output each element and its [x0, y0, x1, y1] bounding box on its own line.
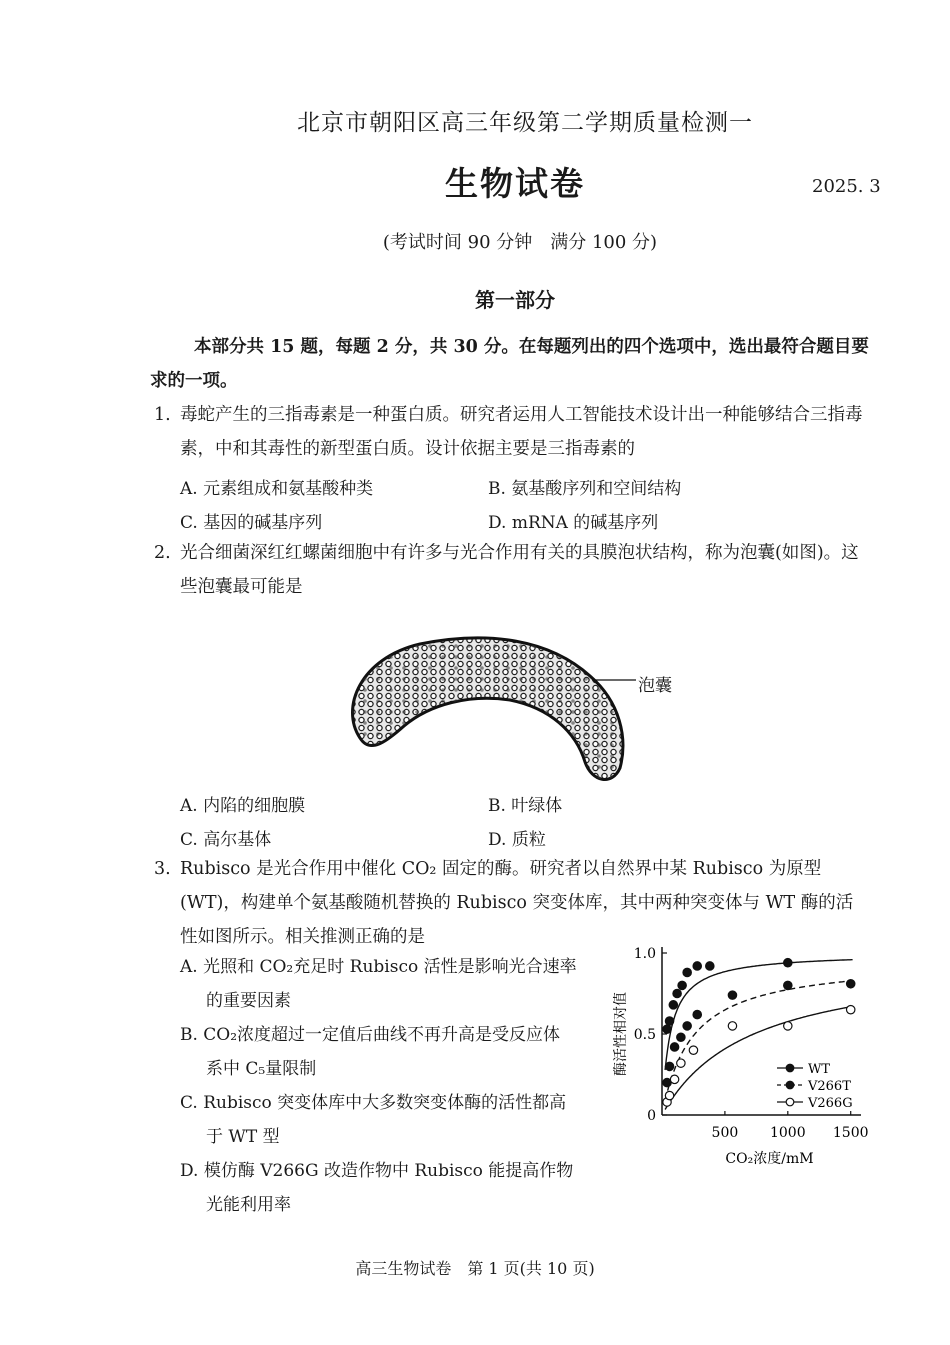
point-wt [683, 968, 691, 976]
y-axis-label: 酶活性相对值 [613, 992, 629, 1076]
legend-marker [786, 1081, 794, 1089]
chart-legend [777, 1062, 853, 1111]
x-tick-label: 500 [711, 1125, 739, 1141]
point-v266t [847, 980, 855, 988]
point-wt [663, 1025, 671, 1033]
enzyme-activity-chart [605, 935, 890, 1170]
option-line-cont: 于 WT 型 [206, 1127, 280, 1147]
legend-marker [786, 1098, 794, 1106]
point-wt [678, 981, 686, 989]
bacterium-figure [330, 628, 650, 788]
point-v266g [847, 1006, 855, 1014]
option-c [180, 1086, 600, 1154]
option-b: B. 氨基酸序列和空间结构 [488, 479, 682, 499]
option-a [180, 950, 600, 1018]
point-v266g [784, 1022, 792, 1030]
page-footer: 高三生物试卷 第 1 页(共 10 页) [355, 1259, 595, 1278]
point-v266t [670, 1043, 678, 1051]
point-v266g [677, 1059, 685, 1067]
point-v266g [728, 1022, 736, 1030]
question-text: Rubisco 是光合作用中催化 CO₂ 固定的酶。研究者以自然界中某 Rubisco 为原型(WT)，构建单个氨基酸随机替换的 Rubisco 突变体库，其中两种突变体与 WT 酶的活性如图所示。相关推测正确的是 [180, 859, 854, 947]
point-v266g [665, 1091, 673, 1099]
y-tick-label: 0 [647, 1108, 656, 1124]
option-line-cont: 的重要因素 [206, 991, 291, 1011]
option-b: B. 叶绿体 [488, 796, 563, 816]
vesicle-label: 泡囊 [638, 676, 672, 696]
exam-date: 2025. 3 [812, 176, 881, 197]
point-v266g [689, 1046, 697, 1054]
point-v266t [728, 991, 736, 999]
option-line: B. CO₂浓度超过一定值后曲线不再升高是受反应体 [180, 1025, 561, 1045]
legend-label: V266T [808, 1079, 851, 1094]
curve-v266g [665, 1006, 853, 1109]
point-wt [706, 962, 714, 970]
y-tick-label: 1.0 [633, 946, 656, 962]
option-b [180, 1018, 600, 1086]
exam-title: 北京市朝阳区高三年级第二学期质量检测一 [297, 110, 753, 136]
point-wt [784, 959, 792, 967]
x-tick-label: 1500 [832, 1125, 869, 1141]
option-line-cont: 光能利用率 [206, 1195, 291, 1215]
option-c: C. 基因的碱基序列 [180, 513, 323, 533]
question-number: 2. [154, 543, 171, 563]
option-line: D. 模仿酶 V266G 改造作物中 Rubisco 能提高作物 [180, 1161, 574, 1181]
option-a: A. 内陷的细胞膜 [180, 796, 306, 816]
option-d: D. 质粒 [488, 830, 546, 850]
legend-label: V266G [808, 1096, 853, 1111]
option-c: C. 高尔基体 [180, 830, 272, 850]
x-axis-label: CO₂浓度/mM [725, 1151, 814, 1167]
point-v266t [784, 981, 792, 989]
point-wt [665, 1017, 673, 1025]
x-tick-label: 1000 [769, 1125, 806, 1141]
question-text: 光合细菌深红红螺菌细胞中有许多与光合作用有关的具膜泡状结构，称为泡囊(如图)。这些泡囊最可能是 [180, 543, 859, 597]
y-tick-label: 0.5 [633, 1027, 656, 1043]
point-v266t [677, 1033, 685, 1041]
point-v266g [670, 1075, 678, 1083]
option-line: A. 光照和 CO₂充足时 Rubisco 活性是影响光合速率 [180, 957, 577, 977]
legend-label: WT [808, 1062, 831, 1077]
question-text: 毒蛇产生的三指毒素是一种蛋白质。研究者运用人工智能技术设计出一种能够结合三指毒素，中和其毒性的新型蛋白质。设计依据主要是三指毒素的 [180, 405, 863, 459]
option-d [180, 1154, 600, 1222]
option-line-cont: 系中 C₅量限制 [206, 1059, 317, 1079]
point-v266t [693, 1010, 701, 1018]
point-wt [673, 989, 681, 997]
point-wt [693, 962, 701, 970]
option-d: D. mRNA 的碱基序列 [488, 513, 659, 533]
question-number: 1. [154, 405, 171, 425]
option-a: A. 元素组成和氨基酸种类 [180, 479, 374, 499]
exam-info: (考试时间 90 分钟 满分 100 分) [382, 232, 658, 253]
option-line: C. Rubisco 突变体库中大多数突变体酶的活性都高 [180, 1093, 567, 1113]
legend-marker [786, 1064, 794, 1072]
paper-title: 生物试卷 [445, 164, 585, 203]
question-number: 3. [154, 859, 171, 879]
section-heading: 第一部分 [475, 288, 555, 312]
point-v266t [665, 1062, 673, 1070]
point-v266t [683, 1022, 691, 1030]
point-wt [669, 1001, 677, 1009]
section-instructions: 本部分共 15 题，每题 2 分，共 30 分。在每题列出的四个选项中，选出最符合题目要求的一项。 [150, 337, 869, 391]
